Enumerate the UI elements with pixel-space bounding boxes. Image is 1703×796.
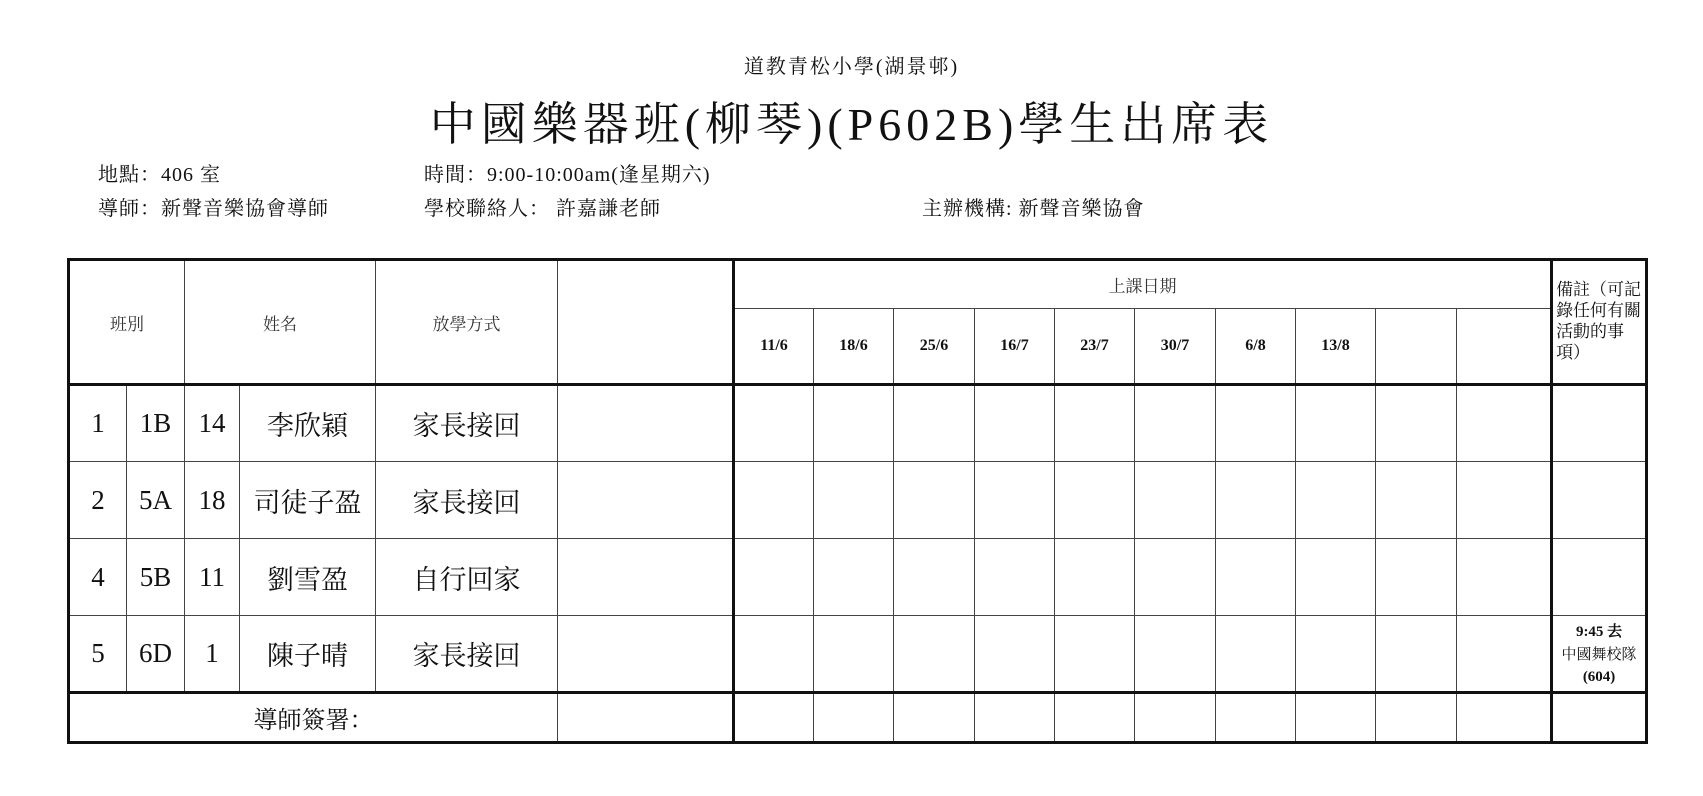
- attendance-cell[interactable]: [894, 462, 975, 539]
- date-cell: [1376, 309, 1457, 385]
- date-cell: 16/7: [975, 309, 1055, 385]
- row-blank: [558, 385, 734, 462]
- row-class-number: 11: [185, 539, 240, 616]
- row-blank: [558, 616, 734, 693]
- attendance-cell[interactable]: [814, 385, 894, 462]
- signature-cell[interactable]: [894, 693, 975, 743]
- attendance-cell[interactable]: [975, 385, 1055, 462]
- attendance-cell[interactable]: [1457, 539, 1552, 616]
- row-student-name: 陳子晴: [240, 616, 376, 693]
- row-remark[interactable]: [1552, 616, 1647, 693]
- row-dismissal: 自行回家: [376, 539, 558, 616]
- attendance-cell[interactable]: [1376, 616, 1457, 693]
- row-dismissal: 家長接回: [376, 462, 558, 539]
- date-cell: 30/7: [1135, 309, 1216, 385]
- tutor-label: 導師：新聲音樂協會導師: [98, 198, 329, 220]
- row-number: 1: [69, 385, 127, 462]
- date-cell: [1457, 309, 1552, 385]
- header-class: 班別: [69, 260, 185, 385]
- row-blank: [558, 462, 734, 539]
- row-student-name: 司徒子盈: [240, 462, 376, 539]
- page-title: 中國樂器班(柳琴)(P602B)學生出席表: [429, 99, 1274, 150]
- attendance-cell[interactable]: [814, 462, 894, 539]
- date-cell: 25/6: [894, 309, 975, 385]
- attendance-cell[interactable]: [1296, 385, 1376, 462]
- date-cell: 6/8: [1216, 309, 1296, 385]
- attendance-cell[interactable]: [975, 616, 1055, 693]
- row-class-number: 14: [185, 385, 240, 462]
- location-label: 地點：406 室: [98, 164, 221, 186]
- attendance-table: [67, 258, 1648, 744]
- row-blank: [558, 539, 734, 616]
- attendance-cell[interactable]: [734, 462, 814, 539]
- attendance-cell[interactable]: [1296, 462, 1376, 539]
- remark-text: 中國舞校隊: [1561, 644, 1637, 663]
- attendance-cell[interactable]: [1135, 616, 1216, 693]
- table-row: [69, 462, 1647, 539]
- attendance-cell[interactable]: [1055, 462, 1135, 539]
- attendance-cell[interactable]: [1376, 385, 1457, 462]
- organizer-label: 主辦機構: 新聲音樂協會: [922, 198, 1145, 220]
- attendance-cell[interactable]: [734, 385, 814, 462]
- attendance-cell[interactable]: [1296, 539, 1376, 616]
- attendance-cell[interactable]: [1457, 462, 1552, 539]
- row-student-name: 李欣穎: [240, 385, 376, 462]
- attendance-cell[interactable]: [1055, 616, 1135, 693]
- attendance-cell[interactable]: [1216, 539, 1296, 616]
- signature-blank: [558, 693, 734, 743]
- row-number: 2: [69, 462, 127, 539]
- attendance-cell[interactable]: [1376, 462, 1457, 539]
- attendance-cell[interactable]: [734, 616, 814, 693]
- attendance-cell[interactable]: [975, 539, 1055, 616]
- school-name: 道教青松小學(湖景邨): [743, 56, 960, 78]
- row-remark[interactable]: [1552, 385, 1647, 462]
- attendance-cell[interactable]: [975, 462, 1055, 539]
- row-remark[interactable]: [1552, 539, 1647, 616]
- row-remark[interactable]: [1552, 462, 1647, 539]
- remark-time: 9:45 去: [1575, 623, 1623, 640]
- signature-remark-cell[interactable]: [1552, 693, 1647, 743]
- signature-row: [69, 693, 1647, 743]
- signature-cell[interactable]: [734, 693, 814, 743]
- row-student-name: 劉雪盈: [240, 539, 376, 616]
- signature-cell[interactable]: [1296, 693, 1376, 743]
- attendance-cell[interactable]: [1055, 539, 1135, 616]
- attendance-cell[interactable]: [1135, 539, 1216, 616]
- header-dismissal: 放學方式: [376, 260, 558, 385]
- row-class: 5A: [127, 462, 185, 539]
- date-cell: 11/6: [734, 309, 814, 385]
- contact-label: 學校聯絡人： 許嘉謙老師: [424, 198, 661, 220]
- attendance-cell[interactable]: [1457, 385, 1552, 462]
- attendance-cell[interactable]: [1216, 616, 1296, 693]
- attendance-cell[interactable]: [1296, 616, 1376, 693]
- attendance-cell[interactable]: [1457, 616, 1552, 693]
- date-cell: 18/6: [814, 309, 894, 385]
- attendance-cell[interactable]: [814, 616, 894, 693]
- table-row: [69, 616, 1647, 693]
- attendance-cell[interactable]: [1216, 385, 1296, 462]
- attendance-cell[interactable]: [1055, 385, 1135, 462]
- signature-cell[interactable]: [1135, 693, 1216, 743]
- attendance-cell[interactable]: [814, 539, 894, 616]
- row-class-number: 18: [185, 462, 240, 539]
- row-number: 5: [69, 616, 127, 693]
- header-row-1: [69, 260, 1647, 309]
- attendance-cell[interactable]: [734, 539, 814, 616]
- row-class: 5B: [127, 539, 185, 616]
- attendance-cell[interactable]: [894, 616, 975, 693]
- signature-cell[interactable]: [1376, 693, 1457, 743]
- signature-label: 導師簽署：: [69, 693, 558, 743]
- signature-cell[interactable]: [814, 693, 894, 743]
- signature-cell[interactable]: [975, 693, 1055, 743]
- attendance-cell[interactable]: [1135, 385, 1216, 462]
- attendance-cell[interactable]: [894, 539, 975, 616]
- table-row: [69, 539, 1647, 616]
- header-blank: [558, 260, 734, 385]
- attendance-cell[interactable]: [1376, 539, 1457, 616]
- row-dismissal: 家長接回: [376, 616, 558, 693]
- row-class: 1B: [127, 385, 185, 462]
- attendance-cell[interactable]: [894, 385, 975, 462]
- row-dismissal: 家長接回: [376, 385, 558, 462]
- attendance-cell[interactable]: [1135, 462, 1216, 539]
- table-row: [69, 385, 1647, 462]
- header-dates: 上課日期: [734, 260, 1552, 309]
- header-remarks: 備註（可記錄任何有關活動的事項）: [1552, 260, 1647, 385]
- time-label: 時間：9:00-10:00am(逢星期六): [424, 164, 711, 186]
- signature-cell[interactable]: [1216, 693, 1296, 743]
- attendance-cell[interactable]: [1216, 462, 1296, 539]
- date-cell: 23/7: [1055, 309, 1135, 385]
- date-cell: 13/8: [1296, 309, 1376, 385]
- signature-cell[interactable]: [1457, 693, 1552, 743]
- remark-room: (604): [1582, 668, 1616, 685]
- row-class-number: 1: [185, 616, 240, 693]
- signature-cell[interactable]: [1055, 693, 1135, 743]
- header-name: 姓名: [185, 260, 376, 385]
- row-number: 4: [69, 539, 127, 616]
- row-class: 6D: [127, 616, 185, 693]
